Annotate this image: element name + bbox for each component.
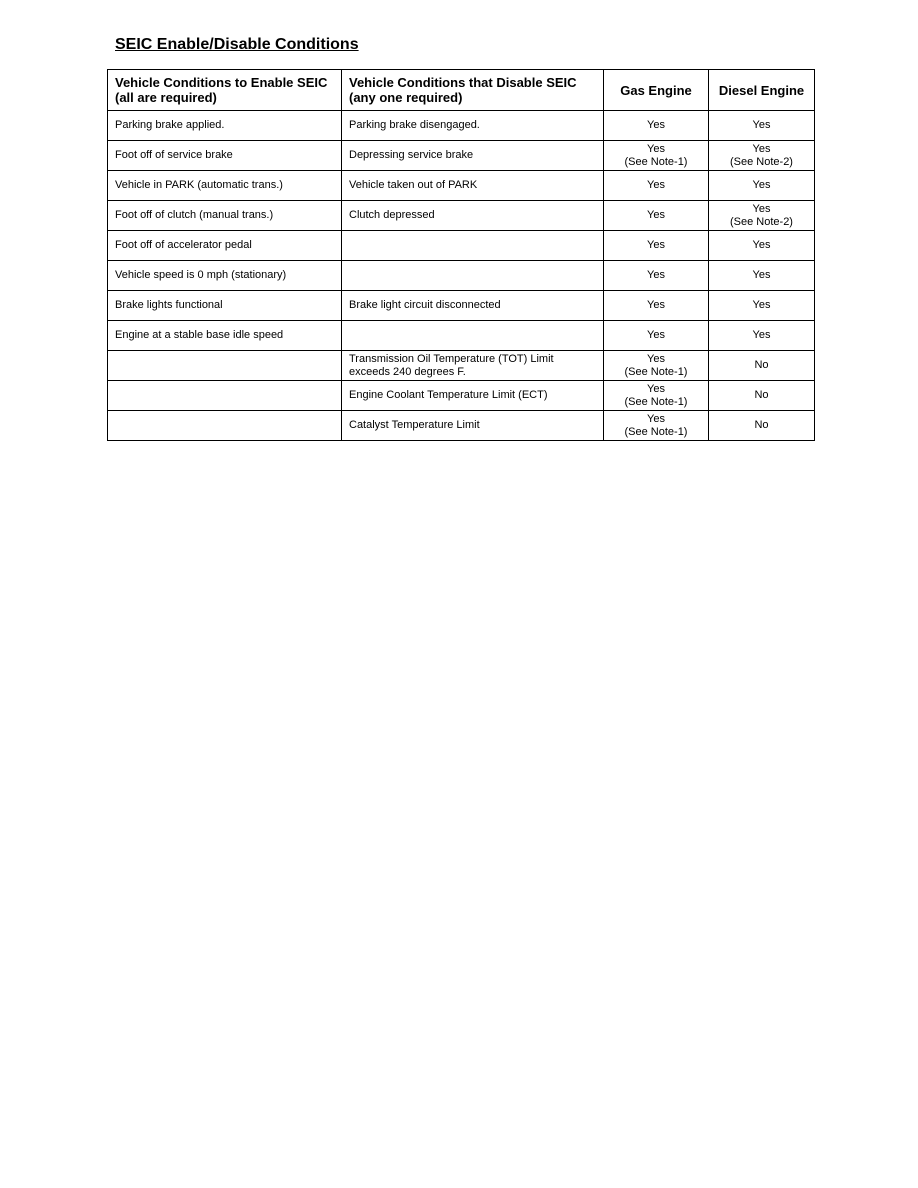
disable-condition-cell xyxy=(342,231,604,261)
table-row xyxy=(108,261,815,291)
diesel-value: Yes xyxy=(752,299,771,311)
gas-engine-cell xyxy=(604,381,709,411)
diesel-engine-cell xyxy=(709,381,815,411)
table-row xyxy=(108,381,815,411)
gas-value: Yes xyxy=(647,412,665,425)
gas-value: Yes xyxy=(647,119,665,131)
gas-engine-cell xyxy=(604,171,709,201)
gas-value: Yes xyxy=(647,382,665,395)
gas-engine-cell xyxy=(604,111,709,141)
header-diesel-engine: Diesel Engine xyxy=(709,70,815,111)
disable-condition-cell: Depressing service brake xyxy=(342,141,604,171)
gas-engine-cell xyxy=(604,231,709,261)
diesel-engine-cell xyxy=(709,201,815,231)
enable-condition-cell xyxy=(108,381,342,411)
gas-note: (See Note-1) xyxy=(624,425,688,438)
disable-condition-cell xyxy=(342,261,604,291)
diesel-engine-cell xyxy=(709,231,815,261)
disable-condition-cell: Engine Coolant Temperature Limit (ECT) xyxy=(342,381,604,411)
diesel-value: Yes xyxy=(752,329,771,341)
diesel-engine-cell xyxy=(709,411,815,441)
disable-condition-cell: Vehicle taken out of PARK xyxy=(342,171,604,201)
enable-condition-cell: Foot off of service brake xyxy=(108,141,342,171)
gas-engine-cell xyxy=(604,141,709,171)
diesel-note: (See Note-2) xyxy=(730,215,793,228)
table-row xyxy=(108,171,815,201)
disable-condition-cell: Brake light circuit disconnected xyxy=(342,291,604,321)
diesel-value: Yes xyxy=(752,239,771,251)
enable-condition-cell xyxy=(108,351,342,381)
gas-value: Yes xyxy=(647,209,665,221)
enable-condition-cell: Foot off of clutch (manual trans.) xyxy=(108,201,342,231)
gas-value: Yes xyxy=(647,352,665,365)
seic-conditions-table xyxy=(107,69,815,441)
gas-value: Yes xyxy=(647,329,665,341)
gas-note: (See Note-1) xyxy=(624,155,688,168)
diesel-value: No xyxy=(754,389,769,401)
gas-note: (See Note-1) xyxy=(624,395,688,408)
gas-value: Yes xyxy=(647,269,665,281)
enable-condition-cell: Vehicle speed is 0 mph (stationary) xyxy=(108,261,342,291)
gas-engine-cell xyxy=(604,351,709,381)
table-row xyxy=(108,291,815,321)
gas-engine-cell xyxy=(604,291,709,321)
gas-value: Yes xyxy=(647,299,665,311)
disable-condition-cell: Transmission Oil Temperature (TOT) Limit exceeds 240 degrees F. xyxy=(342,351,604,381)
gas-value: Yes xyxy=(647,142,665,155)
diesel-value: Yes xyxy=(752,119,771,131)
diesel-engine-cell xyxy=(709,111,815,141)
diesel-value: No xyxy=(754,359,769,371)
diesel-value: No xyxy=(754,419,769,431)
header-enable-conditions: Vehicle Conditions to Enable SEIC (all are required) xyxy=(108,70,342,111)
gas-engine-cell xyxy=(604,321,709,351)
table-row xyxy=(108,111,815,141)
table-row xyxy=(108,351,815,381)
diesel-engine-cell xyxy=(709,321,815,351)
enable-condition-cell: Vehicle in PARK (automatic trans.) xyxy=(108,171,342,201)
gas-value: Yes xyxy=(647,239,665,251)
table-row xyxy=(108,411,815,441)
disable-condition-cell: Parking brake disengaged. xyxy=(342,111,604,141)
diesel-value: Yes xyxy=(752,142,771,155)
enable-condition-cell: Parking brake applied. xyxy=(108,111,342,141)
diesel-engine-cell xyxy=(709,171,815,201)
gas-engine-cell xyxy=(604,261,709,291)
diesel-engine-cell xyxy=(709,141,815,171)
disable-condition-cell: Catalyst Temperature Limit xyxy=(342,411,604,441)
enable-condition-cell xyxy=(108,411,342,441)
gas-note: (See Note-1) xyxy=(624,365,688,378)
table-row xyxy=(108,201,815,231)
gas-engine-cell xyxy=(604,411,709,441)
table-row xyxy=(108,141,815,171)
diesel-value: Yes xyxy=(752,179,771,191)
enable-condition-cell: Foot off of accelerator pedal xyxy=(108,231,342,261)
gas-engine-cell xyxy=(604,201,709,231)
disable-condition-cell xyxy=(342,321,604,351)
diesel-engine-cell xyxy=(709,351,815,381)
diesel-note: (See Note-2) xyxy=(730,155,793,168)
page-title: SEIC Enable/Disable Conditions xyxy=(115,36,359,53)
diesel-value: Yes xyxy=(752,269,771,281)
diesel-engine-cell xyxy=(709,291,815,321)
gas-value: Yes xyxy=(647,179,665,191)
disable-condition-cell: Clutch depressed xyxy=(342,201,604,231)
header-gas-engine: Gas Engine xyxy=(604,70,709,111)
header-disable-conditions: Vehicle Conditions that Disable SEIC (any one required) xyxy=(342,70,604,111)
enable-condition-cell: Brake lights functional xyxy=(108,291,342,321)
table-row xyxy=(108,321,815,351)
enable-condition-cell: Engine at a stable base idle speed xyxy=(108,321,342,351)
diesel-engine-cell xyxy=(709,261,815,291)
diesel-value: Yes xyxy=(752,202,771,215)
table-row xyxy=(108,231,815,261)
table-header-row xyxy=(108,70,815,111)
